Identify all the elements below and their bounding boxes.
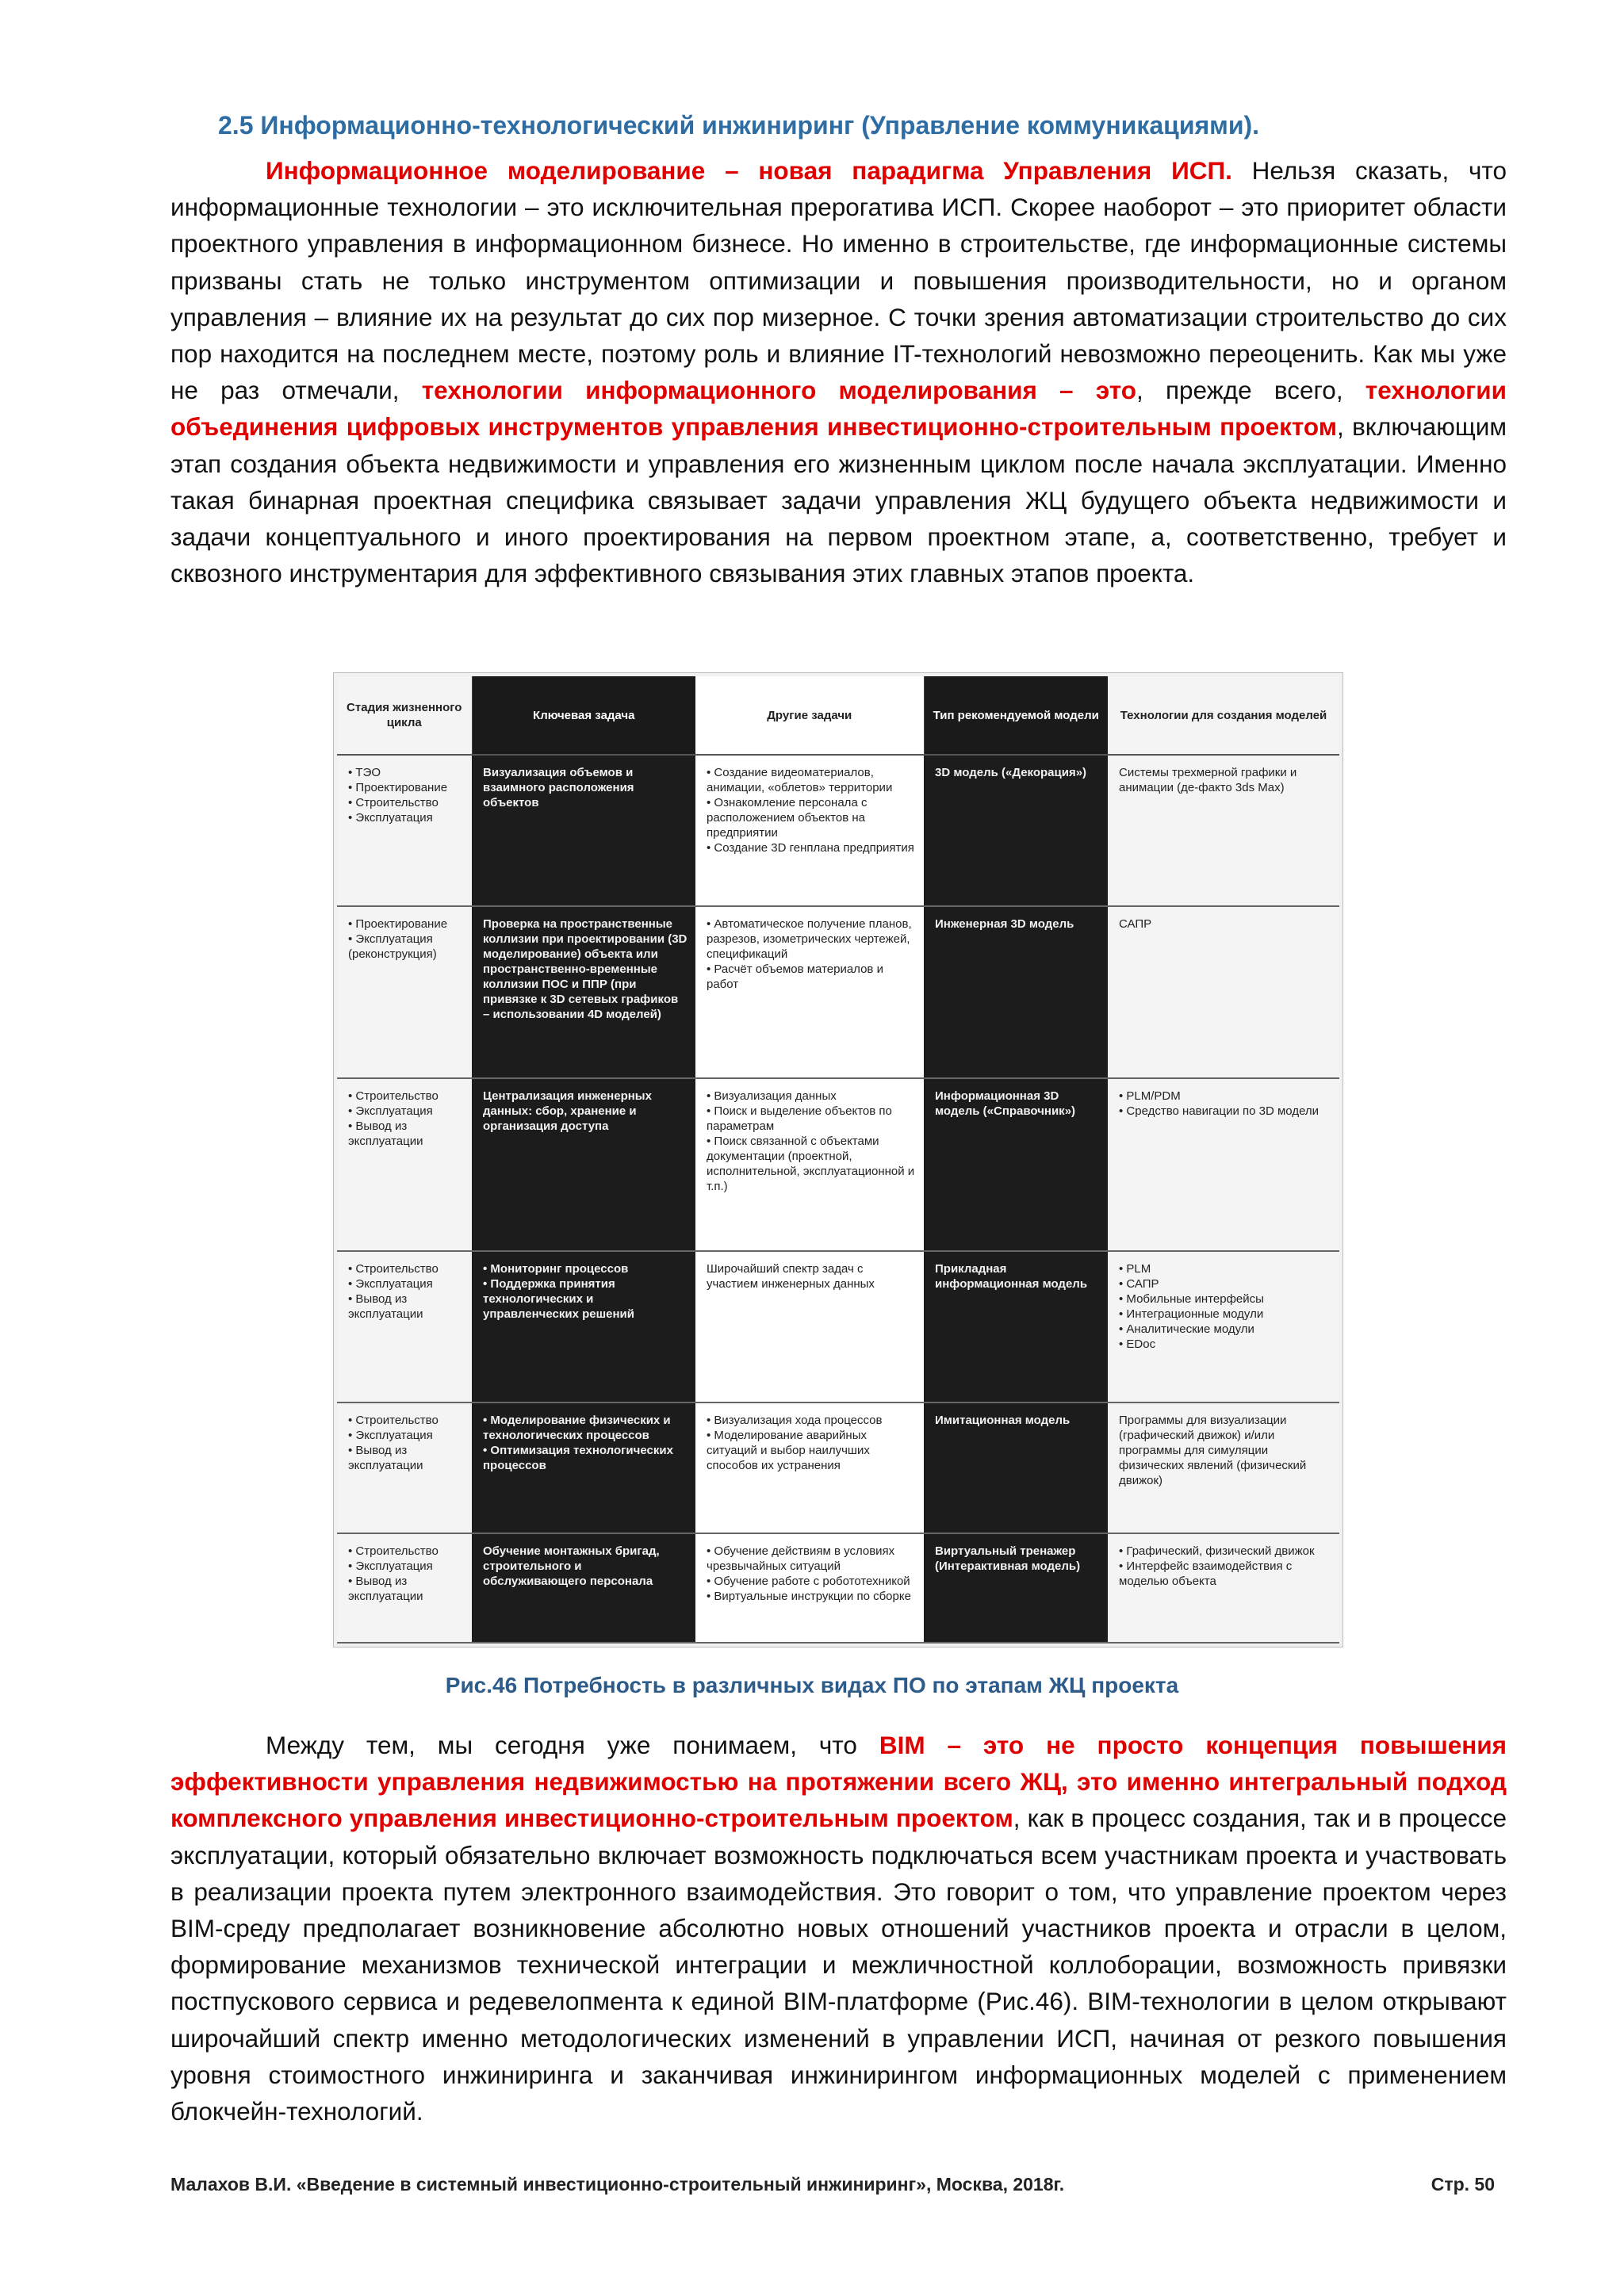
- text-run: технологии объединения цифровых инструментов управления инвестиционно-строительным проектом: [170, 376, 1507, 442]
- table-cell: • ТЭО • Проектирование • Строительство • Эксплуатация: [348, 766, 448, 825]
- table-cell: 3D модель («Декорация»): [935, 766, 1087, 779]
- section-title: Информационно-технологический инжиниринг (Управление коммуникациями).: [260, 111, 1260, 140]
- table-cell: • Визуализация хода процессов • Моделирование аварийных ситуаций и выбор наилучших способов их устранения: [707, 1413, 883, 1472]
- table-row: [337, 1533, 1339, 1643]
- lifecycle-software-table: [337, 676, 1339, 1644]
- table-cell: • Обучение действиям в условиях чрезвычайных ситуаций • Обучение работе с робототехникой • Виртуальные инструкции по сборке: [707, 1544, 911, 1603]
- table-cell: • Строительство • Эксплуатация • Вывод из эксплуатации: [348, 1413, 439, 1472]
- table-cell: • Строительство • Эксплуатация • Вывод из эксплуатации: [348, 1544, 439, 1603]
- header-technologies: Технологии для создания моделей: [1108, 676, 1339, 755]
- table-cell: Информационная 3D модель («Справочник»): [935, 1089, 1076, 1119]
- table-cell: • Моделирование физических и технологических процессов • Оптимизация технологических процессов: [483, 1413, 673, 1472]
- header-model-type: Тип рекомендуемой модели: [924, 676, 1108, 755]
- header-other-tasks: Другие задачи: [695, 676, 924, 755]
- table-cell: • PLM/PDM • Средство навигации по 3D модели: [1119, 1089, 1320, 1119]
- table-cell: Имитационная модель: [935, 1413, 1071, 1427]
- table-row: [337, 1251, 1339, 1402]
- text-run: Информационное моделирование – новая парадигма Управления ИСП.: [266, 156, 1232, 185]
- page-number: Стр. 50: [1431, 2174, 1495, 2195]
- figure-caption: Рис.46 Потребность в различных видах ПО по этапам ЖЦ проекта: [445, 1673, 1179, 1697]
- table-cell: • PLM • САПР • Мобильные интерфейсы • Интеграционные модули • Аналитические модули • EDoc: [1119, 1261, 1264, 1351]
- table-cell: Проверка на пространственные коллизии при проектировании (3D моделирование) объекта или пространственно-временные коллизии ПОС и ППР (при привязке к 3D сетевых графиков – использовании 4D моделей): [483, 917, 688, 1022]
- table-cell: Широчайший спектр задач с участием инженерных данных: [707, 1261, 875, 1291]
- header-stage: Стадия жизненного цикла: [337, 676, 472, 755]
- figure-46: [333, 672, 1343, 1647]
- table-header-row: [337, 676, 1339, 755]
- table-cell: Централизация инженерных данных: сбор, хранение и организация доступа: [483, 1089, 652, 1134]
- text-run: , прежде всего,: [1136, 376, 1365, 405]
- table-cell: Инженерная 3D модель: [935, 917, 1074, 932]
- table-cell: Программы для визуализации (графический движок) и/или программы для симуляции физических явлений (физический движок): [1119, 1413, 1307, 1487]
- table-cell: • Строительство • Эксплуатация • Вывод из эксплуатации: [348, 1089, 439, 1149]
- text-run: , как в процесс создания, так и в процессе эксплуатации, который обязательно включает возможность подключаться всем участникам проекта и участвовать в реализации проекта путем электронного взаимодействия. Это говорит о том, что управление проектом через BIM-среду предполагает возникновение абсолютно новых отношений участников проекта и отрасли в целом, формирование механизмов технической интеграции и межличностной коллоборации, возможность привязки постпускового сервиса и редевелопмента к единой BIM-платформе (Рис.46). BIM-технологии в целом открывают широчайший спектр именно методологических изменений в управлении ИСП, начиная от резкого повышения уровня стоимостного инжиниринга и заканчивая инжинирингом информационных моделей с применением блокчейн-технологий.: [170, 1804, 1507, 2126]
- section-heading: [218, 111, 1259, 140]
- text-run: BIM – это не просто концепция повышения эффективности управления недвижимостью на протяжении всего ЖЦ, это именно интегральный подход комплексного управления инвестиционно-строительным проектом: [170, 1731, 1507, 1833]
- text-run: , включающим этап создания объекта недвижимости и управления его жизненным циклом после начала эксплуатации. Именно такая бинарная проектная специфика связывает задачи управления ЖЦ будущего объекта недвижимости и задачи концептуального и иного проектирования на первом проектном этапе, а, соответственно, требует и сквозного инструментария для эффективного связывания этих главных этапов проекта.: [170, 412, 1507, 588]
- table-cell: • Мониторинг процессов • Поддержка принятия технологических и управленческих решений: [483, 1261, 634, 1321]
- text-run: технологии информационного моделирования – это: [421, 376, 1136, 405]
- table-cell: • Строительство • Эксплуатация • Вывод из эксплуатации: [348, 1261, 439, 1321]
- table-row: [337, 1078, 1339, 1250]
- table-cell: Прикладная информационная модель: [935, 1261, 1088, 1291]
- table-cell: Обучение монтажных бригад, строительного и обслуживающего персонала: [483, 1544, 660, 1588]
- table-cell: • Графический, физический движок • Интерфейс взаимодействия с моделью объекта: [1119, 1544, 1315, 1588]
- paragraph-1: [170, 152, 1507, 591]
- section-number: 2.5: [218, 111, 254, 140]
- text-run: Нельзя сказать, что информационные технологии – это исключительная прерогатива ИСП. Скорее наоборот – это приоритет области проектного управления в информационном бизнесе. Но именно в строительстве, где информационные системы призваны стать не только инструментом оптимизации и повышения производительности, но и органом управления – влияние их на результат до сих пор мизерное. С точки зрения автоматизации строительство до сих пор находится на последнем месте, поэтому роль и влияние IT-технологий невозможно переоценить. Как мы уже не раз отмечали,: [170, 156, 1507, 405]
- table-cell: Виртуальный тренажер (Интерактивная модель): [935, 1544, 1081, 1573]
- table-cell: • Автоматическое получение планов, разрезов, изометрических чертежей, спецификаций • Расчёт объемов материалов и работ: [707, 917, 912, 992]
- table-cell: • Визуализация данных • Поиск и выделение объектов по параметрам • Поиск связанной с объектами документации (проектной, исполнительной, эксплуатационной и т.п.): [707, 1089, 915, 1194]
- paragraph-2: [170, 1727, 1507, 2130]
- table-row: [337, 906, 1339, 1078]
- table-cell: • Проектирование • Эксплуатация (реконструкция): [348, 917, 448, 962]
- footer-citation: Малахов В.И. «Введение в системный инвестиционно-строительный инжиниринг», Москва, 2018г.: [170, 2174, 1065, 2195]
- table-cell: Системы трехмерной графики и анимации (де-факто 3ds Max): [1119, 766, 1297, 794]
- table-row: [337, 1402, 1339, 1533]
- table-cell: • Создание видеоматериалов, анимации, «облетов» территории • Ознакомление персонала с расположением объектов на предприятии • Создание 3D генплана предприятия: [707, 766, 914, 855]
- table-cell: Визуализация объемов и взаимного расположения объектов: [483, 766, 634, 809]
- header-key-task: Ключевая задача: [472, 676, 695, 755]
- page-footer: [170, 2174, 1495, 2195]
- table-row: [337, 755, 1339, 906]
- text-run: Между тем, мы сегодня уже понимаем, что: [266, 1731, 879, 1759]
- table-cell: САПР: [1119, 917, 1152, 932]
